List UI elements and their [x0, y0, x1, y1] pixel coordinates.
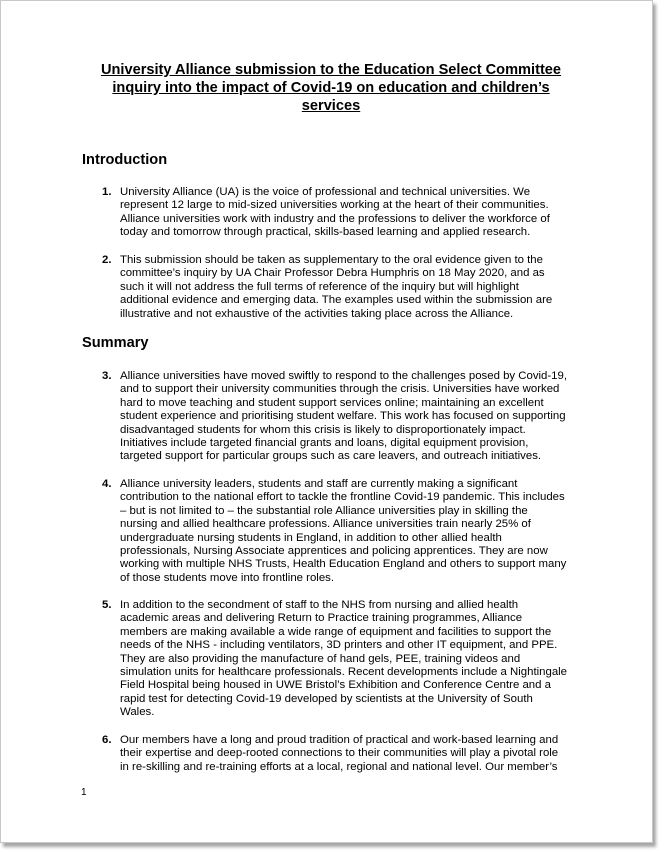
paragraph-line: undergraduate nursing students in England, in addition to other allied health — [120, 531, 502, 544]
page-number: 1 — [81, 787, 87, 798]
paragraph-line: Alliance universities have moved swiftly to respond to the challenges posed by Covid-19, — [120, 370, 568, 382]
paragraph-line: their expertise and deep-rooted connections to their communities will play a pivotal role — [120, 747, 559, 760]
document-title — [61, 61, 601, 115]
paragraph-1 — [102, 186, 572, 240]
paragraph-line: rapid test for detecting Covid-19 developed by scientists at the University of South — [120, 692, 533, 705]
paragraph-line: This submission should be taken as supplementary to the oral evidence given to the — [120, 254, 543, 266]
paragraph-number: 1. — [102, 186, 112, 198]
paragraph-line: simulation units for healthcare professionals. Recent developments include a Nightingale — [120, 666, 568, 679]
paragraph-line: student experience and prioritising student welfare. This work has focused on supporting — [120, 410, 566, 423]
paragraph-line: and to support their university communities through the crisis. Universities have worked — [120, 383, 560, 396]
paragraph-line: such it will not address the full terms of reference of the inquiry but will highlight — [120, 280, 519, 293]
paragraph-2 — [102, 254, 572, 321]
paragraph-line: in re-skilling and re-training efforts at a local, regional and national level. Our member’s — [120, 760, 558, 773]
paragraph-line: additional evidence and emerging data. The examples used within the submission are — [120, 294, 553, 307]
paragraph-line: disadvantaged students for whom this crisis is likely to disproportionately impact. — [120, 423, 526, 436]
paragraph-line: illustrative and not exhaustive of the activities taking place across the Alliance. — [120, 307, 514, 320]
paragraph-line: members are making available a wide range of equipment and facilities to support the — [120, 625, 552, 638]
paragraph-number: 3. — [102, 370, 112, 382]
paragraph-line: Initiatives include targeted financial grants and loans, digital equipment provision, — [120, 437, 529, 450]
paragraph-line: today and tomorrow through practical, skills-based learning and applied research. — [120, 226, 531, 239]
paragraph-number: 6. — [102, 734, 112, 746]
paragraph-line: They are also providing the manufacture of hand gels, PEE, training videos and — [120, 652, 521, 665]
section-heading-introduction: Introduction — [82, 152, 168, 168]
paragraph-line: hard to move teaching and student support services online; maintaining an excellent — [120, 396, 544, 409]
paragraph-number: 2. — [102, 254, 112, 266]
paragraph-line: Our members have a long and proud tradition of practical and work-based learning and — [120, 734, 559, 746]
paragraph-line: Alliance universities work with industry and the professions to deliver the workforce of — [120, 212, 550, 225]
paragraph-line: University Alliance (UA) is the voice of professional and technical universities. We — [120, 186, 531, 198]
paragraph-line: Field Hospital being housed in UWE Bristol’s Exhibition and Conference Centre and a — [120, 679, 551, 692]
paragraph-line: Wales. — [120, 706, 155, 719]
paragraph-number: 4. — [102, 478, 112, 490]
title-line: inquiry into the impact of Covid-19 on education and children’s — [112, 80, 550, 96]
paragraph-line: targeted support for particular groups such as care leavers, and outreach initiatives. — [120, 450, 542, 463]
paragraph-5 — [102, 599, 572, 720]
paragraph-line: academic areas and delivering Return to Practice training programmes, Alliance — [120, 612, 523, 625]
paragraph-line: contribution to the national effort to tackle the frontline Covid-19 pandemic. This includes — [120, 491, 565, 504]
title-line: services — [301, 98, 361, 114]
paragraph-4 — [102, 478, 572, 585]
paragraph-line: In addition to the secondment of staff to the NHS from nursing and allied health — [120, 599, 519, 611]
paragraph-line: nursing and allied healthcare professions. Alliance universities train nearly 25% of — [120, 518, 531, 531]
section-heading-summary: Summary — [82, 335, 149, 351]
paragraph-line: – but is not limited to – the substantial role Alliance universities play in skilling the — [120, 504, 528, 517]
paragraph-line: professionals, Nursing Associate apprentices and policing apprentices. They are now — [120, 545, 548, 558]
title-line: University Alliance submission to the Education Select Committee — [100, 62, 562, 78]
paragraph-line: needs of the NHS - including ventilators, 3D printers and other IT equipment, and PPE. — [120, 639, 558, 652]
paragraph-3 — [102, 370, 572, 464]
paragraph-line: represent 12 large to mid-sized universities working at the heart of their communities. — [120, 199, 549, 212]
paragraph-line: committee’s inquiry by UA Chair Professor Debra Humphris on 18 May 2020, and as — [120, 267, 545, 280]
paragraph-line: working with multiple NHS Trusts, Health Education England and others to support many — [120, 558, 567, 571]
paragraph-number: 5. — [102, 599, 112, 611]
paragraph-6 — [102, 734, 572, 774]
paragraph-line: of those students move into frontline roles. — [120, 571, 335, 584]
paragraph-line: Alliance university leaders, students and staff are currently making a significant — [120, 478, 518, 490]
